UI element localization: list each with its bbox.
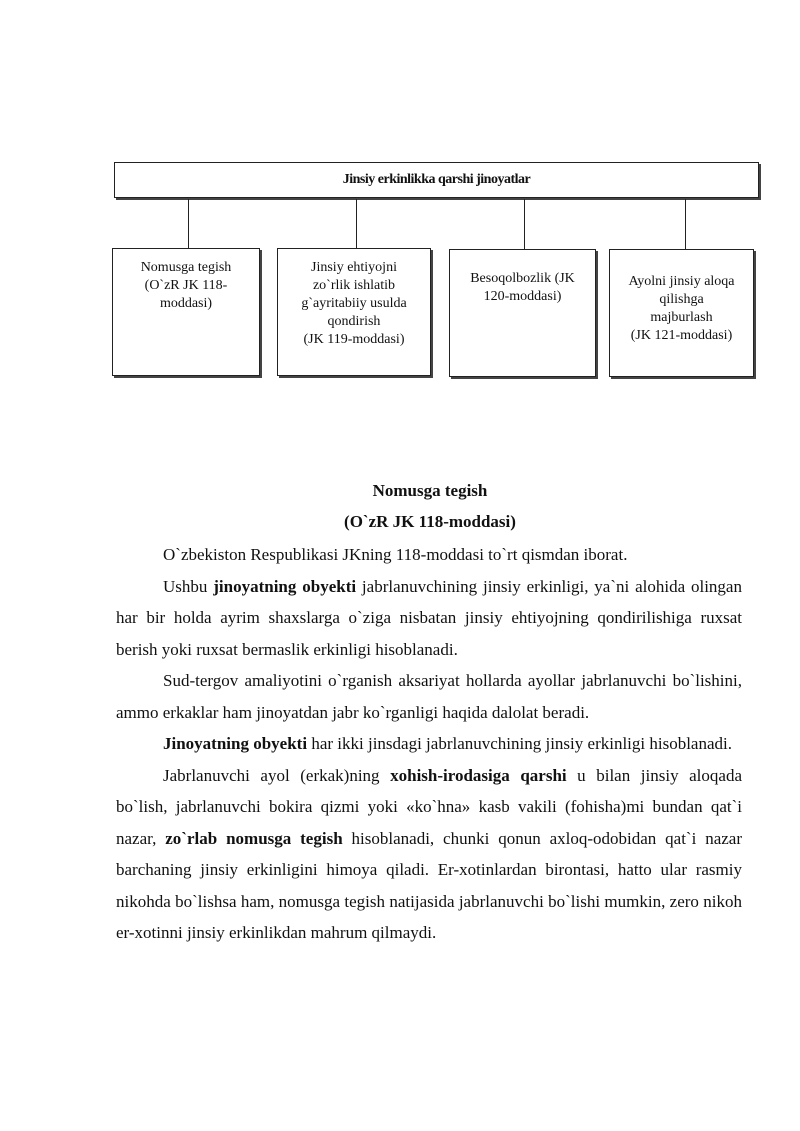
connector-3 [524,199,525,249]
diagram-root-label: Jinsiy erkinlikka qarshi jinoyatlar [342,172,531,187]
paragraph-2: Ushbu jinoyatning obyekti jabrlanuvchining jinsiy erkinligi, ya`ni alohida olingan har bir holda ayrim shaxslarga o`ziga nisbatan jinsiy ehtiyojning qondirilishiga ruxsat berish yoki ruxsat bermaslik erkinligi hisoblanadi. [116,576,742,659]
paragraph-1: O`zbekiston Respublikasi JKning 118-moddasi to`rt qismdan iborat. [163,545,628,564]
diagram-box-118: Nomusga tegish (O`zR JK 118- moddasi) [112,248,260,376]
paragraph-3: Sud-tergov amaliyotini o`rganish aksariyat hollarda ayollar jabrlanuvchi bo`lishini, ammo erkaklar ham jinoyatdan jabr ko`rganligi haqida dalolat beradi. [116,671,742,722]
connector-2 [356,199,357,248]
diagram-box-119: Jinsiy ehtiyojni zo`rlik ishlatib g`ayritabiiy usulda qondirish (JK 119-moddasi) [277,248,431,376]
diagram-box-121: Ayolni jinsiy aloqa qilishga majburlash (JK 121-moddasi) [609,249,754,377]
diagram-root-box [114,162,759,198]
diagram-box-120: Besoqolbozlik (JK 120-moddasi) [449,249,596,377]
body-text [116,539,742,949]
connector-4 [685,199,686,249]
connector-1 [188,199,189,248]
section-heading: Nomusga tegish [372,481,488,500]
paragraph-5: Jabrlanuvchi ayol (erkak)ning xohish-irodasiga qarshi u bilan jinsiy aloqada bo`lish, jabrlanuvchi bokira qizmi yoki «ko`hna» kasb vakili (fohisha)mi bundan qat`i nazar, zo`rlab nomusga tegish hisoblanadi, chunki qonun axloq-odobidan qat`i nazar barchaning jinsiy erkinligini himoya qiladi. Er-xotinlardan birontasi, hatto ular rasmiy nikohda bo`lishsa ham, nomusga tegish natijasida jabrlanuvchi bo`lishi mumkin, zero nikoh er-xotinni jinsiy erkinlikdan mahrum qilmaydi. [116,765,743,942]
section-subheading: (O`zR JK 118-moddasi) [344,512,516,531]
paragraph-4: Jinoyatning obyekti har ikki jinsdagi jabrlanuvchining jinsiy erkinligi hisoblanadi. [163,734,732,753]
